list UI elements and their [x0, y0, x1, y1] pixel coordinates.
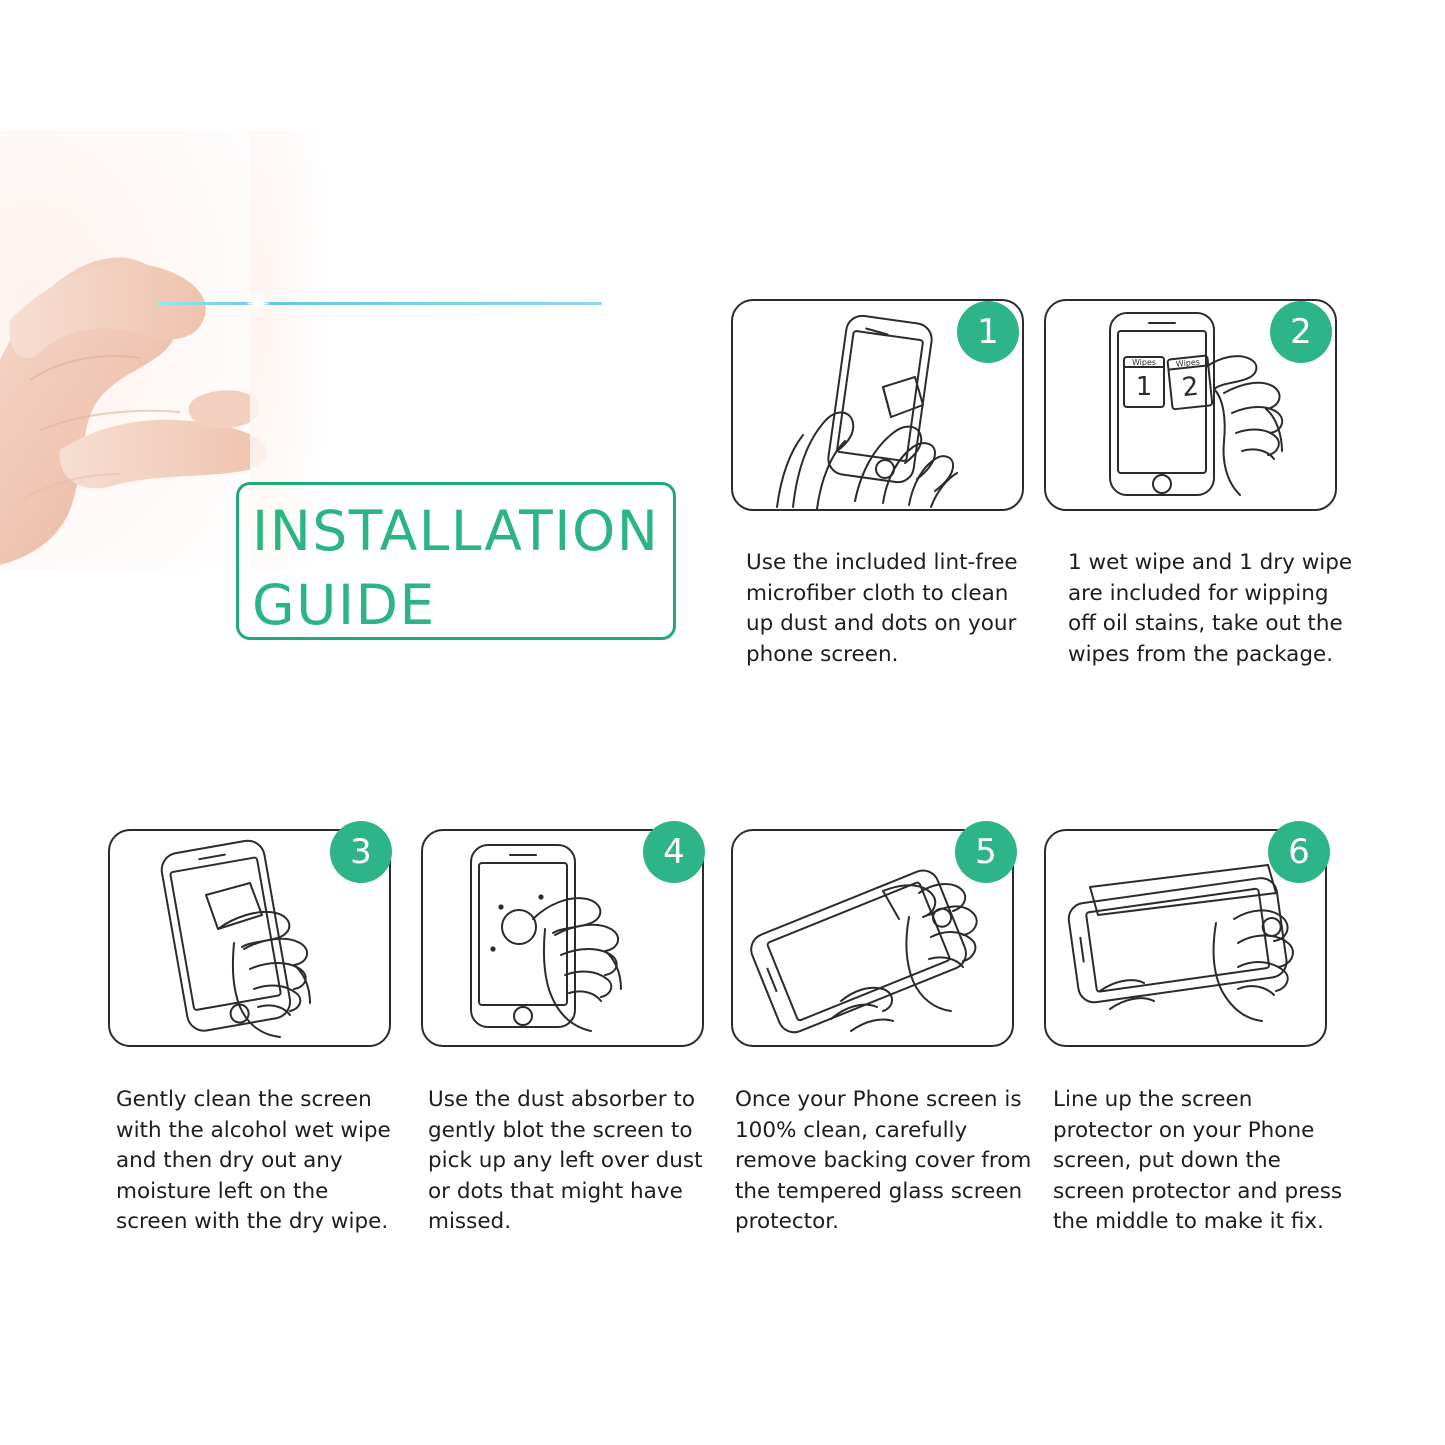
step-badge-2: 2: [1270, 301, 1332, 363]
svg-text:Wipes: Wipes: [1131, 358, 1157, 367]
step-badge-3: 3: [330, 821, 392, 883]
glass-edge-shine: [150, 292, 600, 302]
step-badge-6: 6: [1268, 821, 1330, 883]
step-caption-2: 1 wet wipe and 1 dry wipe are included for wipping off oil stains, take out the wipes from the package.: [1068, 550, 1353, 667]
page-title: [252, 494, 672, 643]
step-caption-4: Use the dust absorber to gently blot the screen to pick up any left over dust or dots that might have missed.: [428, 1087, 703, 1235]
svg-text:2: 2: [1180, 371, 1201, 404]
step-caption-1: Use the included lint-free microfiber cloth to clean up dust and dots on your phone screen.: [746, 550, 1018, 667]
step-badge-1: 1: [957, 301, 1019, 363]
svg-text:Wipes: Wipes: [1175, 357, 1201, 369]
title-line-1: INSTALLATION: [252, 499, 660, 563]
step-badge-5: 5: [955, 821, 1017, 883]
step-caption-3: Gently clean the screen with the alcohol wet wipe and then dry out any moisture left on the screen with the dry wipe.: [116, 1087, 391, 1235]
step-badge-4: 4: [643, 821, 705, 883]
step-caption-5: Once your Phone screen is 100% clean, carefully remove backing cover from the tempered glass screen protector.: [735, 1087, 1032, 1235]
step-caption-6: Line up the screen protector on your Phone screen, put down the screen protector and press the middle to make it fix.: [1053, 1087, 1343, 1235]
svg-text:1: 1: [1135, 372, 1153, 402]
title-line-2: GUIDE: [252, 573, 436, 638]
